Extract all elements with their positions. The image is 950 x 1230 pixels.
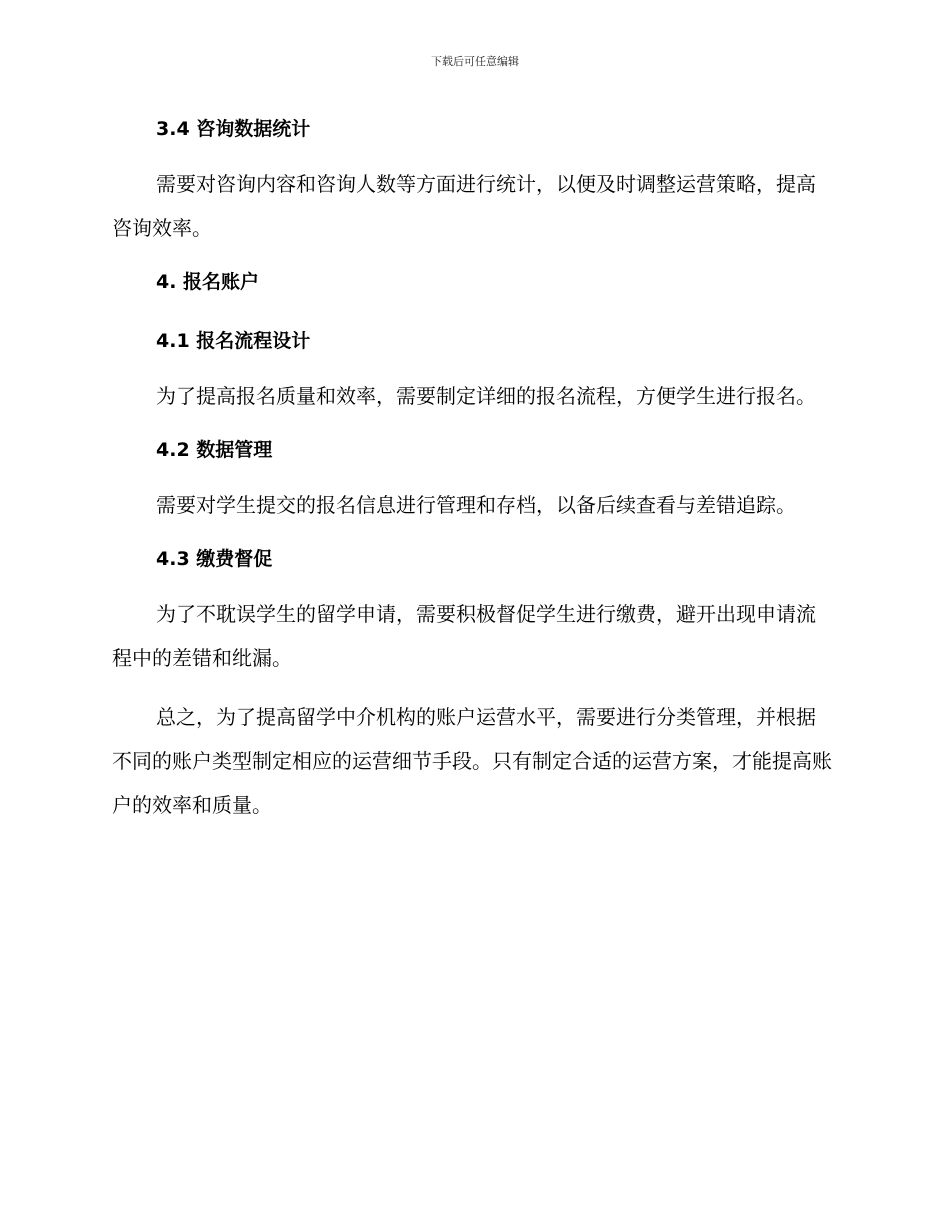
page-header-note: 下载后可任意编辑 [431, 55, 519, 68]
paragraph-data-management: 需要对学生提交的报名信息进行管理和存档，以备后续查看与差错追踪。 [156, 493, 796, 517]
section-heading-4: 4. 报名账户 [156, 271, 260, 293]
section-heading-4-2: 4.2 数据管理 [156, 439, 273, 461]
paragraph-conclusion: 总之，为了提高留学中介机构的账户运营水平，需要进行分类管理，并根据不同的账户类型制定相应的运营细节手段。只有制定合适的运营方案，才能提高账户的效率和质量。 [112, 705, 832, 817]
section-heading-4-1: 4.1 报名流程设计 [156, 330, 311, 352]
section-heading-3-4: 3.4 咨询数据统计 [156, 118, 311, 140]
paragraph-registration-flow: 为了提高报名质量和效率，需要制定详细的报名流程，方便学生进行报名。 [156, 384, 816, 408]
document-body [112, 112, 832, 827]
section-heading-4-3: 4.3 缴费督促 [156, 548, 273, 570]
paragraph-payment-reminder: 为了不耽误学生的留学申请，需要积极督促学生进行缴费，避开出现申请流程中的差错和纰漏。 [112, 602, 816, 670]
paragraph-consultation-stats: 需要对咨询内容和咨询人数等方面进行统计，以便及时调整运营策略，提高咨询效率。 [112, 172, 816, 240]
